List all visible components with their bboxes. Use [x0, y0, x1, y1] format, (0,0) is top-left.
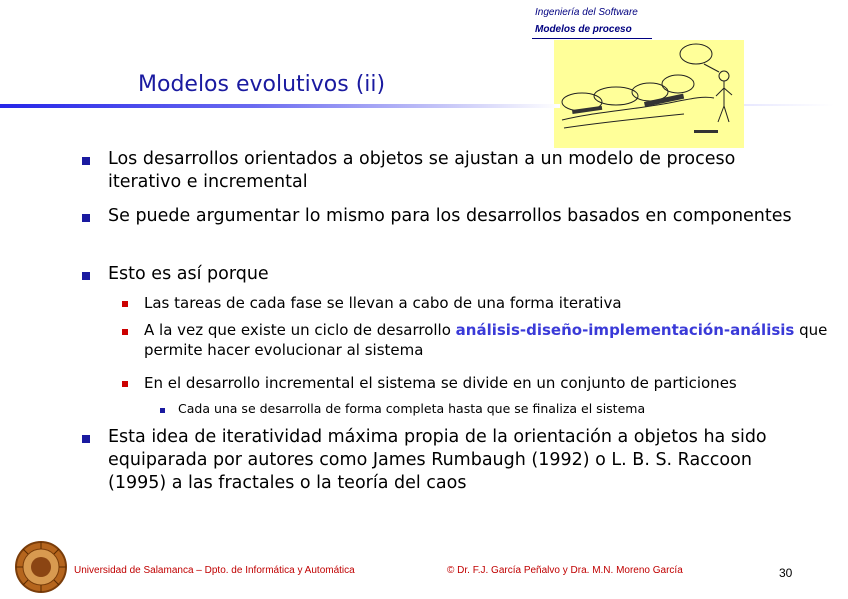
page-number: 30 — [779, 566, 793, 580]
university-seal-logo — [14, 540, 68, 594]
title-underline-bar-right — [744, 104, 834, 106]
slide-title: Modelos evolutivos (ii) — [138, 72, 386, 97]
sub-bullet-2-pre: A la vez que existe un ciclo de desarrollo — [144, 321, 456, 339]
topic-underline — [532, 38, 652, 39]
sub-bullet-1: Las tareas de cada fase se llevan a cabo de una forma iterativa — [144, 294, 622, 312]
sub-sub-bullet-1: Cada una se desarrolla de forma completa hasta que se finaliza el sistema — [178, 401, 646, 416]
highlight-cycle: análisis-diseño-implementación-análisis — [455, 321, 795, 339]
bullet-4: Esta idea de iteratividad máxima propia de la orientación a objetos ha sido equiparada por autores como James Rumbaugh (1992) o L. B. S. Raccoon (1995) a las fractales o la teoría del caos — [108, 427, 767, 493]
sub-bullet-icon — [122, 329, 128, 335]
sub-bullet-2 — [144, 320, 834, 360]
sub-sub-bullet-icon — [160, 408, 165, 413]
bullet-square-icon — [82, 272, 90, 280]
course-topic: Modelos de proceso — [535, 24, 632, 35]
sub-bullet-3: En el desarrollo incremental el sistema se divide en un conjunto de particiones — [144, 374, 737, 392]
bullet-square-icon — [82, 157, 90, 165]
bullet-square-icon — [82, 214, 90, 222]
course-title: Ingeniería del Software — [535, 7, 638, 18]
footer-copyright: © Dr. F.J. García Peñalvo y Dra. M.N. Moreno García — [447, 565, 683, 576]
bullet-2: Se puede argumentar lo mismo para los desarrollos basados en componentes — [108, 206, 792, 226]
bullet-square-icon — [82, 435, 90, 443]
bullet-3: Esto es así porque — [108, 264, 269, 284]
evolution-cartoon-illustration — [554, 40, 744, 148]
title-underline-bar — [0, 104, 560, 108]
footer-university: Universidad de Salamanca – Dpto. de Informática y Automática — [74, 565, 355, 576]
sub-bullet-icon — [122, 381, 128, 387]
sub-bullet-2-post: que permite hacer evolucionar al sistema — [144, 321, 828, 359]
bullet-1: Los desarrollos orientados a objetos se ajustan a un modelo de proceso iterativo e incremental — [108, 149, 736, 192]
sub-bullet-icon — [122, 301, 128, 307]
